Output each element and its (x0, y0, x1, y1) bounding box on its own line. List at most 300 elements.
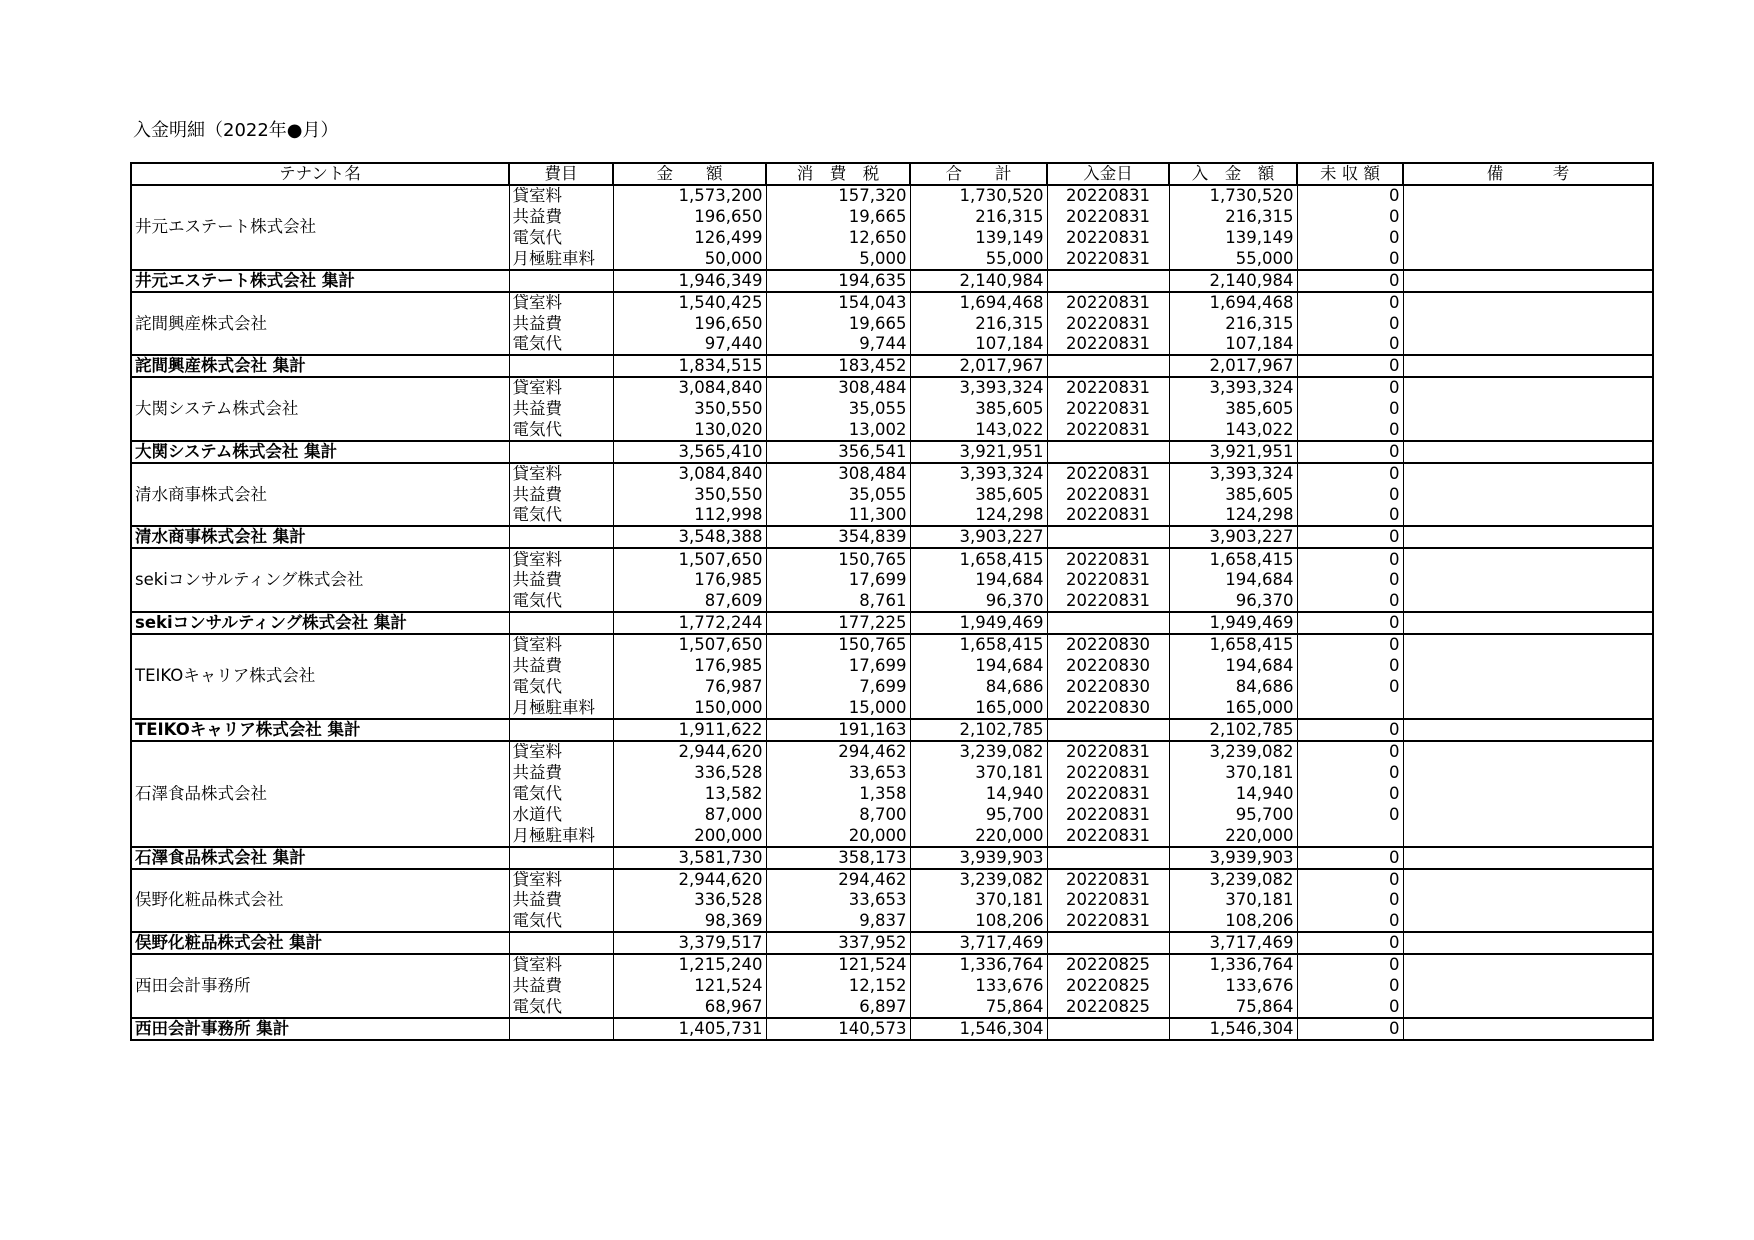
unpaid-cell: 0 (1297, 869, 1403, 890)
tenant-name: TEIKOキャリア株式会社 (131, 634, 509, 719)
subtotal-date-empty (1047, 719, 1169, 741)
item-name: 貸室料 (509, 741, 613, 762)
amount-cell: 97,440 (613, 334, 766, 355)
subtotal-received: 1,546,304 (1169, 1018, 1297, 1040)
total-cell: 139,149 (910, 227, 1047, 248)
note-cell (1403, 655, 1653, 676)
subtotal-note (1403, 719, 1653, 741)
tax-cell: 9,837 (766, 911, 910, 932)
item-name: 電気代 (509, 505, 613, 526)
subtotal-received: 3,921,951 (1169, 441, 1297, 463)
header-date: 入金日 (1047, 163, 1169, 185)
received-cell: 194,684 (1169, 655, 1297, 676)
unpaid-cell (1297, 826, 1403, 847)
unpaid-cell: 0 (1297, 762, 1403, 783)
table-row (131, 634, 1653, 655)
table-row (131, 185, 1653, 206)
amount-cell: 1,215,240 (613, 954, 766, 975)
subtotal-note (1403, 441, 1653, 463)
total-cell: 84,686 (910, 676, 1047, 697)
amount-cell: 3,084,840 (613, 377, 766, 398)
item-name: 共益費 (509, 655, 613, 676)
payment-date-cell: 20220825 (1047, 975, 1169, 996)
header-row (131, 163, 1653, 185)
total-cell: 75,864 (910, 997, 1047, 1018)
tax-cell: 294,462 (766, 741, 910, 762)
note-cell (1403, 399, 1653, 420)
item-name: 共益費 (509, 890, 613, 911)
table-row (131, 377, 1653, 398)
payment-date-cell: 20220831 (1047, 741, 1169, 762)
received-cell: 75,864 (1169, 997, 1297, 1018)
subtotal-tax: 354,839 (766, 526, 910, 548)
tax-cell: 308,484 (766, 463, 910, 484)
tax-cell: 150,765 (766, 634, 910, 655)
received-cell: 3,239,082 (1169, 741, 1297, 762)
received-cell: 124,298 (1169, 505, 1297, 526)
amount-cell: 112,998 (613, 505, 766, 526)
unpaid-cell (1297, 698, 1403, 719)
payment-date-cell: 20220830 (1047, 698, 1169, 719)
subtotal-unpaid: 0 (1297, 270, 1403, 292)
unpaid-cell: 0 (1297, 313, 1403, 334)
subtotal-label: sekiコンサルティング株式会社 集計 (131, 612, 509, 634)
subtotal-row (131, 441, 1653, 463)
note-cell (1403, 997, 1653, 1018)
subtotal-note (1403, 932, 1653, 954)
received-cell: 107,184 (1169, 334, 1297, 355)
total-cell: 370,181 (910, 762, 1047, 783)
subtotal-tax: 356,541 (766, 441, 910, 463)
subtotal-item-empty (509, 270, 613, 292)
received-cell: 216,315 (1169, 313, 1297, 334)
header-tax: 消 費 税 (766, 163, 910, 185)
subtotal-date-empty (1047, 270, 1169, 292)
received-cell: 194,684 (1169, 570, 1297, 591)
payment-date-cell: 20220831 (1047, 869, 1169, 890)
tax-cell: 12,650 (766, 227, 910, 248)
payment-date-cell: 20220831 (1047, 570, 1169, 591)
item-name: 電気代 (509, 334, 613, 355)
item-name: 貸室料 (509, 463, 613, 484)
total-cell: 370,181 (910, 890, 1047, 911)
received-cell: 220,000 (1169, 826, 1297, 847)
received-cell: 96,370 (1169, 591, 1297, 612)
header-tenant: テナント名 (131, 163, 509, 185)
unpaid-cell: 0 (1297, 975, 1403, 996)
table-row (131, 954, 1653, 975)
unpaid-cell: 0 (1297, 655, 1403, 676)
item-name: 電気代 (509, 783, 613, 804)
payment-date-cell: 20220831 (1047, 292, 1169, 313)
received-cell: 1,694,468 (1169, 292, 1297, 313)
table-row (131, 463, 1653, 484)
amount-cell: 196,650 (613, 313, 766, 334)
note-cell (1403, 420, 1653, 441)
amount-cell: 87,609 (613, 591, 766, 612)
subtotal-unpaid: 0 (1297, 932, 1403, 954)
amount-cell: 350,550 (613, 484, 766, 505)
table-row (131, 869, 1653, 890)
unpaid-cell: 0 (1297, 890, 1403, 911)
tax-cell: 17,699 (766, 570, 910, 591)
received-cell: 1,658,415 (1169, 548, 1297, 569)
note-cell (1403, 869, 1653, 890)
tax-cell: 20,000 (766, 826, 910, 847)
item-name: 電気代 (509, 997, 613, 1018)
amount-cell: 98,369 (613, 911, 766, 932)
item-name: 貸室料 (509, 377, 613, 398)
total-cell: 108,206 (910, 911, 1047, 932)
subtotal-note (1403, 612, 1653, 634)
total-cell: 133,676 (910, 975, 1047, 996)
tax-cell: 12,152 (766, 975, 910, 996)
header-received: 入 金 額 (1169, 163, 1297, 185)
received-cell: 3,239,082 (1169, 869, 1297, 890)
tax-cell: 35,055 (766, 484, 910, 505)
subtotal-total: 3,717,469 (910, 932, 1047, 954)
amount-cell: 196,650 (613, 206, 766, 227)
item-name: 貸室料 (509, 548, 613, 569)
tax-cell: 154,043 (766, 292, 910, 313)
total-cell: 124,298 (910, 505, 1047, 526)
unpaid-cell: 0 (1297, 377, 1403, 398)
subtotal-amount: 1,946,349 (613, 270, 766, 292)
tax-cell: 150,765 (766, 548, 910, 569)
subtotal-date-empty (1047, 355, 1169, 377)
subtotal-item-empty (509, 932, 613, 954)
payment-date-cell: 20220831 (1047, 826, 1169, 847)
subtotal-amount: 1,772,244 (613, 612, 766, 634)
received-cell: 385,605 (1169, 399, 1297, 420)
received-cell: 139,149 (1169, 227, 1297, 248)
subtotal-amount: 3,565,410 (613, 441, 766, 463)
payment-date-cell: 20220831 (1047, 334, 1169, 355)
total-cell: 194,684 (910, 655, 1047, 676)
subtotal-label: 大関システム株式会社 集計 (131, 441, 509, 463)
subtotal-tax: 358,173 (766, 847, 910, 869)
subtotal-unpaid: 0 (1297, 441, 1403, 463)
unpaid-cell: 0 (1297, 292, 1403, 313)
amount-cell: 87,000 (613, 804, 766, 825)
subtotal-item-empty (509, 847, 613, 869)
total-cell: 220,000 (910, 826, 1047, 847)
total-cell: 3,393,324 (910, 377, 1047, 398)
payment-date-cell: 20220831 (1047, 783, 1169, 804)
item-name: 貸室料 (509, 292, 613, 313)
payment-date-cell: 20220831 (1047, 399, 1169, 420)
received-cell: 216,315 (1169, 206, 1297, 227)
subtotal-unpaid: 0 (1297, 719, 1403, 741)
note-cell (1403, 313, 1653, 334)
note-cell (1403, 954, 1653, 975)
subtotal-unpaid: 0 (1297, 612, 1403, 634)
payment-date-cell: 20220825 (1047, 954, 1169, 975)
note-cell (1403, 206, 1653, 227)
tax-cell: 6,897 (766, 997, 910, 1018)
item-name: 電気代 (509, 591, 613, 612)
item-name: 共益費 (509, 399, 613, 420)
subtotal-unpaid: 0 (1297, 847, 1403, 869)
tax-cell: 17,699 (766, 655, 910, 676)
item-name: 貸室料 (509, 634, 613, 655)
received-cell: 3,393,324 (1169, 377, 1297, 398)
unpaid-cell: 0 (1297, 548, 1403, 569)
unpaid-cell: 0 (1297, 997, 1403, 1018)
note-cell (1403, 783, 1653, 804)
tax-cell: 308,484 (766, 377, 910, 398)
received-cell: 14,940 (1169, 783, 1297, 804)
unpaid-cell: 0 (1297, 334, 1403, 355)
subtotal-received: 2,102,785 (1169, 719, 1297, 741)
total-cell: 1,336,764 (910, 954, 1047, 975)
tax-cell: 13,002 (766, 420, 910, 441)
payment-date-cell: 20220831 (1047, 420, 1169, 441)
payment-date-cell: 20220831 (1047, 548, 1169, 569)
note-cell (1403, 249, 1653, 270)
amount-cell: 350,550 (613, 399, 766, 420)
total-cell: 1,658,415 (910, 634, 1047, 655)
total-cell: 385,605 (910, 399, 1047, 420)
tax-cell: 11,300 (766, 505, 910, 526)
subtotal-item-empty (509, 612, 613, 634)
header-item: 費目 (509, 163, 613, 185)
unpaid-cell: 0 (1297, 399, 1403, 420)
subtotal-amount: 1,834,515 (613, 355, 766, 377)
tax-cell: 19,665 (766, 206, 910, 227)
payment-date-cell: 20220831 (1047, 377, 1169, 398)
amount-cell: 50,000 (613, 249, 766, 270)
payment-ledger-table (130, 162, 1654, 1041)
subtotal-unpaid: 0 (1297, 526, 1403, 548)
item-name: 月極駐車料 (509, 826, 613, 847)
unpaid-cell: 0 (1297, 591, 1403, 612)
total-cell: 3,239,082 (910, 741, 1047, 762)
subtotal-row (131, 1018, 1653, 1040)
subtotal-total: 2,017,967 (910, 355, 1047, 377)
unpaid-cell: 0 (1297, 741, 1403, 762)
payment-date-cell: 20220831 (1047, 804, 1169, 825)
tax-cell: 8,761 (766, 591, 910, 612)
subtotal-total: 3,939,903 (910, 847, 1047, 869)
subtotal-tax: 191,163 (766, 719, 910, 741)
note-cell (1403, 505, 1653, 526)
note-cell (1403, 804, 1653, 825)
subtotal-tax: 183,452 (766, 355, 910, 377)
amount-cell: 121,524 (613, 975, 766, 996)
received-cell: 143,022 (1169, 420, 1297, 441)
amount-cell: 336,528 (613, 890, 766, 911)
subtotal-total: 2,140,984 (910, 270, 1047, 292)
amount-cell: 200,000 (613, 826, 766, 847)
subtotal-note (1403, 1018, 1653, 1040)
tenant-name: 清水商事株式会社 (131, 463, 509, 527)
item-name: 貸室料 (509, 869, 613, 890)
subtotal-item-empty (509, 1018, 613, 1040)
note-cell (1403, 185, 1653, 206)
note-cell (1403, 975, 1653, 996)
subtotal-date-empty (1047, 847, 1169, 869)
item-name: 月極駐車料 (509, 249, 613, 270)
table-row (131, 741, 1653, 762)
received-cell: 385,605 (1169, 484, 1297, 505)
item-name: 電気代 (509, 227, 613, 248)
tax-cell: 19,665 (766, 313, 910, 334)
payment-date-cell: 20220831 (1047, 890, 1169, 911)
item-name: 電気代 (509, 676, 613, 697)
item-name: 電気代 (509, 420, 613, 441)
total-cell: 216,315 (910, 206, 1047, 227)
received-cell: 133,676 (1169, 975, 1297, 996)
subtotal-label: 井元エステート株式会社 集計 (131, 270, 509, 292)
received-cell: 370,181 (1169, 890, 1297, 911)
amount-cell: 176,985 (613, 570, 766, 591)
tax-cell: 33,653 (766, 890, 910, 911)
subtotal-note (1403, 847, 1653, 869)
payment-date-cell: 20220831 (1047, 313, 1169, 334)
subtotal-item-empty (509, 719, 613, 741)
note-cell (1403, 377, 1653, 398)
unpaid-cell: 0 (1297, 505, 1403, 526)
subtotal-amount: 3,379,517 (613, 932, 766, 954)
subtotal-label: 俣野化粧品株式会社 集計 (131, 932, 509, 954)
total-cell: 14,940 (910, 783, 1047, 804)
subtotal-row (131, 355, 1653, 377)
amount-cell: 1,507,650 (613, 548, 766, 569)
payment-date-cell: 20220831 (1047, 505, 1169, 526)
subtotal-row (131, 612, 1653, 634)
received-cell: 84,686 (1169, 676, 1297, 697)
received-cell: 1,336,764 (1169, 954, 1297, 975)
unpaid-cell: 0 (1297, 676, 1403, 697)
amount-cell: 3,084,840 (613, 463, 766, 484)
payment-date-cell: 20220830 (1047, 676, 1169, 697)
ledger-body (131, 185, 1653, 1040)
tax-cell: 1,358 (766, 783, 910, 804)
received-cell: 165,000 (1169, 698, 1297, 719)
subtotal-item-empty (509, 441, 613, 463)
tax-cell: 7,699 (766, 676, 910, 697)
note-cell (1403, 890, 1653, 911)
note-cell (1403, 227, 1653, 248)
subtotal-tax: 337,952 (766, 932, 910, 954)
item-name: 貸室料 (509, 185, 613, 206)
subtotal-date-empty (1047, 612, 1169, 634)
received-cell: 108,206 (1169, 911, 1297, 932)
payment-date-cell: 20220831 (1047, 463, 1169, 484)
subtotal-note (1403, 270, 1653, 292)
unpaid-cell: 0 (1297, 954, 1403, 975)
subtotal-label: 詫間興産株式会社 集計 (131, 355, 509, 377)
subtotal-total: 1,949,469 (910, 612, 1047, 634)
subtotal-total: 3,921,951 (910, 441, 1047, 463)
tax-cell: 33,653 (766, 762, 910, 783)
document-title: 入金明細（2022年●月） (133, 120, 339, 141)
subtotal-tax: 140,573 (766, 1018, 910, 1040)
subtotal-unpaid: 0 (1297, 1018, 1403, 1040)
total-cell: 3,393,324 (910, 463, 1047, 484)
payment-date-cell: 20220831 (1047, 484, 1169, 505)
item-name: 共益費 (509, 975, 613, 996)
subtotal-label: 石澤食品株式会社 集計 (131, 847, 509, 869)
subtotal-received: 1,949,469 (1169, 612, 1297, 634)
payment-date-cell: 20220831 (1047, 227, 1169, 248)
note-cell (1403, 911, 1653, 932)
item-name: 水道代 (509, 804, 613, 825)
header-amount: 金 額 (613, 163, 766, 185)
unpaid-cell: 0 (1297, 185, 1403, 206)
table-row (131, 548, 1653, 569)
unpaid-cell: 0 (1297, 227, 1403, 248)
amount-cell: 150,000 (613, 698, 766, 719)
note-cell (1403, 698, 1653, 719)
tax-cell: 121,524 (766, 954, 910, 975)
total-cell: 3,239,082 (910, 869, 1047, 890)
payment-date-cell: 20220830 (1047, 634, 1169, 655)
subtotal-note (1403, 526, 1653, 548)
amount-cell: 13,582 (613, 783, 766, 804)
note-cell (1403, 826, 1653, 847)
unpaid-cell: 0 (1297, 570, 1403, 591)
tax-cell: 9,744 (766, 334, 910, 355)
total-cell: 107,184 (910, 334, 1047, 355)
subtotal-note (1403, 355, 1653, 377)
payment-date-cell: 20220831 (1047, 185, 1169, 206)
header-total: 合 計 (910, 163, 1047, 185)
subtotal-row (131, 847, 1653, 869)
tenant-name: 俣野化粧品株式会社 (131, 869, 509, 933)
payment-date-cell: 20220830 (1047, 655, 1169, 676)
note-cell (1403, 548, 1653, 569)
subtotal-total: 3,903,227 (910, 526, 1047, 548)
payment-date-cell: 20220825 (1047, 997, 1169, 1018)
subtotal-label: 西田会計事務所 集計 (131, 1018, 509, 1040)
tenant-name: 石澤食品株式会社 (131, 741, 509, 847)
tax-cell: 157,320 (766, 185, 910, 206)
note-cell (1403, 570, 1653, 591)
amount-cell: 68,967 (613, 997, 766, 1018)
unpaid-cell: 0 (1297, 911, 1403, 932)
subtotal-item-empty (509, 355, 613, 377)
unpaid-cell: 0 (1297, 783, 1403, 804)
item-name: 共益費 (509, 570, 613, 591)
subtotal-row (131, 526, 1653, 548)
received-cell: 1,730,520 (1169, 185, 1297, 206)
received-cell: 95,700 (1169, 804, 1297, 825)
total-cell: 143,022 (910, 420, 1047, 441)
subtotal-date-empty (1047, 932, 1169, 954)
subtotal-received: 2,017,967 (1169, 355, 1297, 377)
tenant-name: 西田会計事務所 (131, 954, 509, 1018)
item-name: 月極駐車料 (509, 698, 613, 719)
tax-cell: 35,055 (766, 399, 910, 420)
subtotal-amount: 1,405,731 (613, 1018, 766, 1040)
subtotal-received: 3,939,903 (1169, 847, 1297, 869)
total-cell: 165,000 (910, 698, 1047, 719)
note-cell (1403, 741, 1653, 762)
header-unpaid: 未 収 額 (1297, 163, 1403, 185)
total-cell: 96,370 (910, 591, 1047, 612)
subtotal-row (131, 270, 1653, 292)
subtotal-received: 3,717,469 (1169, 932, 1297, 954)
subtotal-tax: 194,635 (766, 270, 910, 292)
tax-cell: 8,700 (766, 804, 910, 825)
item-name: 電気代 (509, 911, 613, 932)
subtotal-label: TEIKOキャリア株式会社 集計 (131, 719, 509, 741)
received-cell: 55,000 (1169, 249, 1297, 270)
amount-cell: 2,944,620 (613, 869, 766, 890)
subtotal-received: 3,903,227 (1169, 526, 1297, 548)
